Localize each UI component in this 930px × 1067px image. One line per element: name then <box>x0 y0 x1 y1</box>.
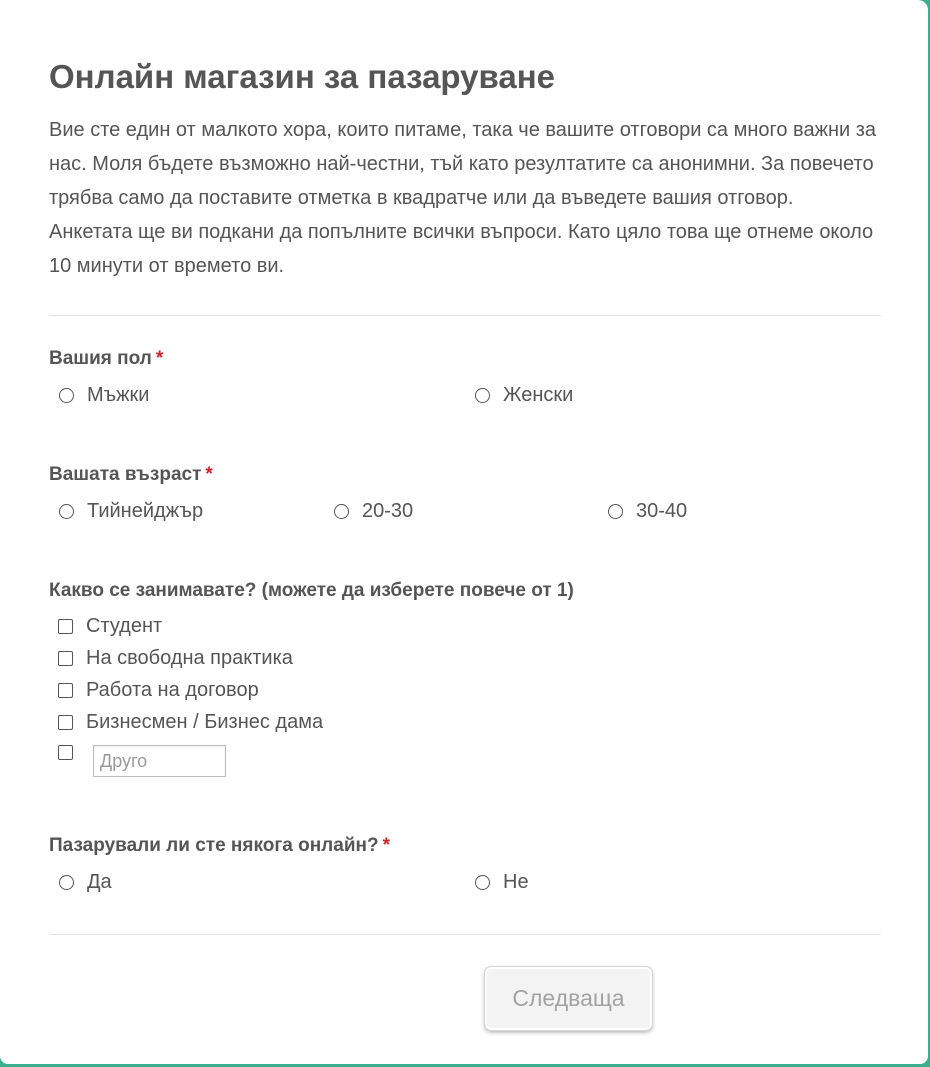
option-label: Студент <box>86 615 163 637</box>
radio-age-30-40[interactable] <box>608 500 687 523</box>
form-description: Вие сте един от малкото хора, които питаме, така че вашите отговори са много важни за нас. Моля бъдете възможно най-честни, тъй като резултатите са анонимни. За повечето трябва само да поставите отметка в квадратче или да въведете вашия отговор. Анкетата ще ви подкани да попълните всички въпроси. Като цяло това ще отнеме около 10 минути от времето ви. <box>49 119 877 277</box>
checkbox-other[interactable] <box>58 745 73 760</box>
checkbox-contract[interactable] <box>58 679 259 702</box>
option-label: 20-30 <box>362 500 414 522</box>
footer-divider <box>49 934 881 935</box>
checkbox-icon[interactable] <box>58 619 73 634</box>
required-asterisk: * <box>382 835 390 856</box>
question-gender-text: Вашия пол <box>49 348 152 369</box>
radio-circle-icon[interactable] <box>59 388 74 403</box>
checkbox-icon[interactable] <box>58 715 73 730</box>
checkbox-business[interactable] <box>58 711 323 734</box>
other-occupation-input[interactable] <box>93 745 226 777</box>
question-age-label <box>49 464 213 486</box>
option-label: Тийнейджър <box>87 500 204 522</box>
checkbox-icon[interactable] <box>58 683 73 698</box>
question-occupation-label <box>49 580 574 602</box>
option-label: Не <box>503 871 529 893</box>
option-label: Женски <box>503 384 574 406</box>
radio-circle-icon[interactable] <box>475 388 490 403</box>
option-label: 30-40 <box>636 500 688 522</box>
radio-shopped-no[interactable] <box>475 871 529 894</box>
option-label: Мъжки <box>87 384 150 406</box>
option-label: Да <box>87 871 112 893</box>
radio-circle-icon[interactable] <box>475 875 490 890</box>
question-age-text: Вашата възраст <box>49 464 202 485</box>
checkbox-icon[interactable] <box>58 745 73 760</box>
radio-age-20-30[interactable] <box>334 500 413 523</box>
question-shopped-text: Пазарували ли сте някога онлайн? <box>49 835 379 856</box>
radio-gender-male[interactable] <box>59 384 149 407</box>
next-button[interactable]: Следваща <box>485 967 652 1030</box>
checkbox-freelance[interactable] <box>58 647 293 670</box>
option-label: Бизнесмен / Бизнес дама <box>86 711 324 733</box>
question-gender-label <box>49 348 163 370</box>
required-asterisk: * <box>155 348 164 369</box>
option-label: Работа на договор <box>86 679 259 701</box>
question-occupation-text: Какво се занимавате? (можете да изберете повече от 1) <box>49 580 574 601</box>
header-divider <box>49 315 881 316</box>
checkbox-student[interactable] <box>58 615 162 638</box>
radio-circle-icon[interactable] <box>608 504 623 519</box>
radio-circle-icon[interactable] <box>334 504 349 519</box>
required-asterisk: * <box>205 464 213 485</box>
radio-shopped-yes[interactable] <box>59 871 112 894</box>
radio-gender-female[interactable] <box>475 384 573 407</box>
question-shopped-label <box>49 835 390 857</box>
checkbox-icon[interactable] <box>58 651 73 666</box>
option-label: На свободна практика <box>86 647 293 669</box>
form-title: Онлайн магазин за пазаруване <box>49 58 555 95</box>
radio-age-teen[interactable] <box>59 500 203 523</box>
radio-circle-icon[interactable] <box>59 504 74 519</box>
radio-circle-icon[interactable] <box>59 875 74 890</box>
